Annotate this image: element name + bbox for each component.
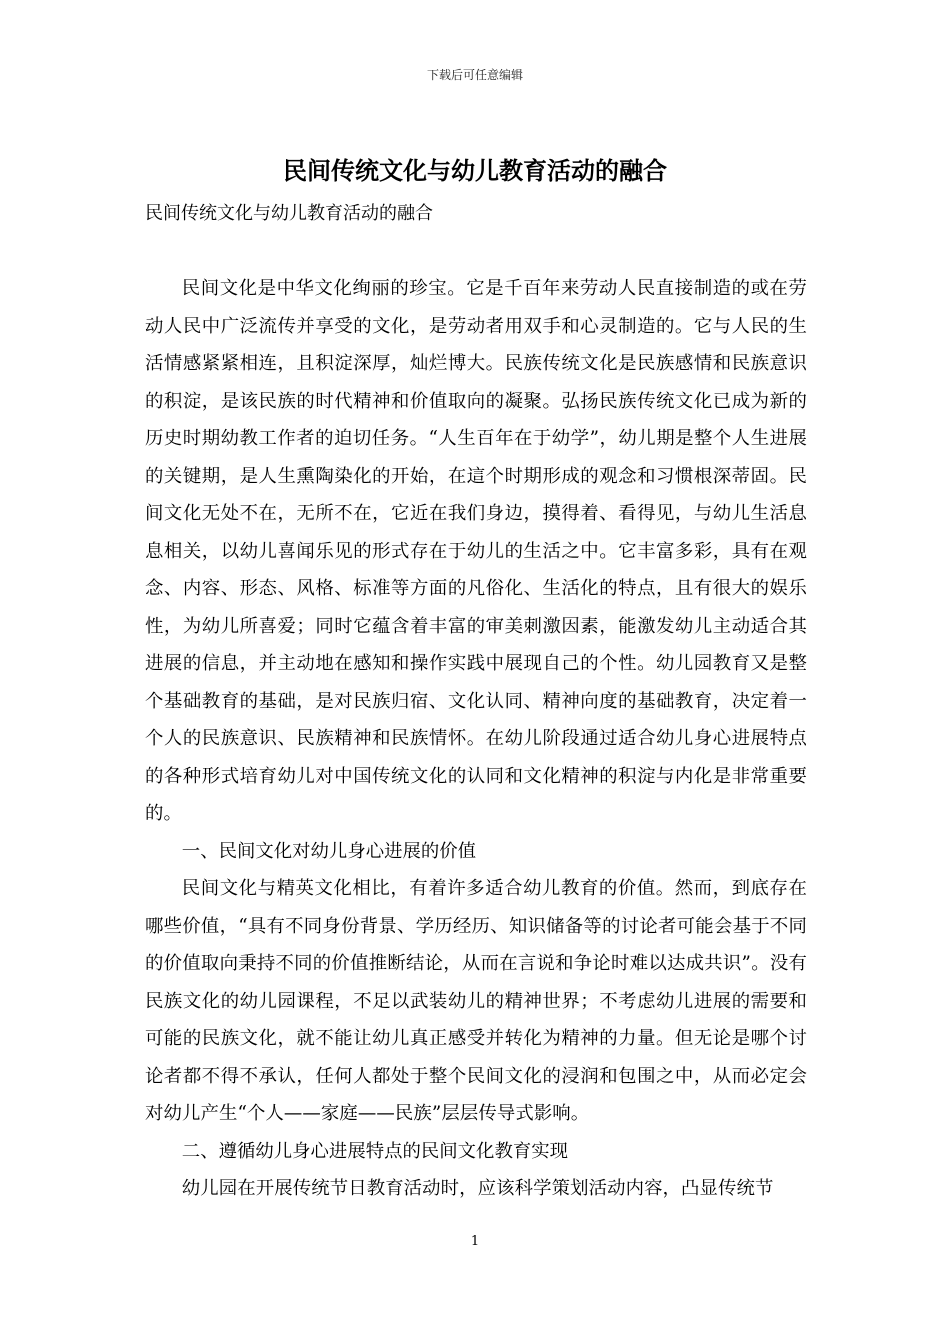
paragraph-section-2: 幼儿园在开展传统节日教育活动时，应该科学策划活动内容，凸显传统节 xyxy=(181,1178,774,1199)
page-title: 民间传统文化与幼儿教育活动的融合 xyxy=(283,156,667,185)
paragraph-section-1: 民间文化与精英文化相比，有着许多适合幼儿教育的价值。然而，到底存在哪些价值，“具有不同身份背景、学历经历、知识储备等的讨论者可能会基于不同的价值取向秉持不同的价值推断结论，从而在言说和争论时难以达成共识”。没有民族文化的幼儿园课程，不足以武装幼儿的精神世界；不考虑幼儿进展的需要和可能的民族文化，就不能让幼儿真正感受并转化为精神的力量。但无论是哪个讨论者都不得不承认，任何人都处于整个民间文化的浸润和包围之中，从而必定会对幼儿产生“个人——家庭——民族”层层传导式影响。 xyxy=(145,878,807,1124)
paragraph-intro: 民间文化是中华文化绚丽的珍宝。它是千百年来劳动人民直接制造的或在劳动人民中广泛流传并享受的文化，是劳动者用双手和心灵制造的。它与人民的生活情感紧紧相连，且积淀深厚，灿烂博大。民族传统文化是民族感情和民族意识的积淀，是该民族的时代精神和价值取向的凝聚。弘扬民族传统文化已成为新的历史时期幼教工作者的迫切任务。“人生百年在于幼学”，幼儿期是整个人生进展的关键期，是人生熏陶染化的开始，在這个时期形成的观念和习惯根深蒂固。民间文化无处不在，无所不在，它近在我们身边，摸得着、看得见，与幼儿生活息息相关，以幼儿喜闻乐见的形式存在于幼儿的生活之中。它丰富多彩，具有在观念、内容、形态、风格、标准等方面的凡俗化、生活化的特点，且有很大的娱乐性，为幼儿所喜爱；同时它蕴含着丰富的审美刺激因素，能激发幼儿主动适合其进展的信息，并主动地在感知和操作实践中展现自己的个性。幼儿园教育又是整个基础教育的基础，是对民族归宿、文化认同、精神向度的基础教育，决定着一个人的民族意识、民族精神和民族情怀。在幼儿阶段通过适合幼儿身心进展特点的各种形式培育幼儿对中国传统文化的认同和文化精神的积淀与内化是非常重要的。 xyxy=(145,278,807,824)
section-heading-2: 二、遵循幼儿身心进展特点的民间文化教育实现 xyxy=(181,1140,569,1162)
header-note: 下载后可任意编辑 xyxy=(426,68,523,82)
body-text xyxy=(145,270,807,1208)
document-subtitle: 民间传统文化与幼儿教育活动的融合 xyxy=(145,203,433,224)
page-number: 1 xyxy=(470,1234,480,1249)
section-heading-1: 一、民间文化对幼儿身心进展的价值 xyxy=(181,840,477,862)
